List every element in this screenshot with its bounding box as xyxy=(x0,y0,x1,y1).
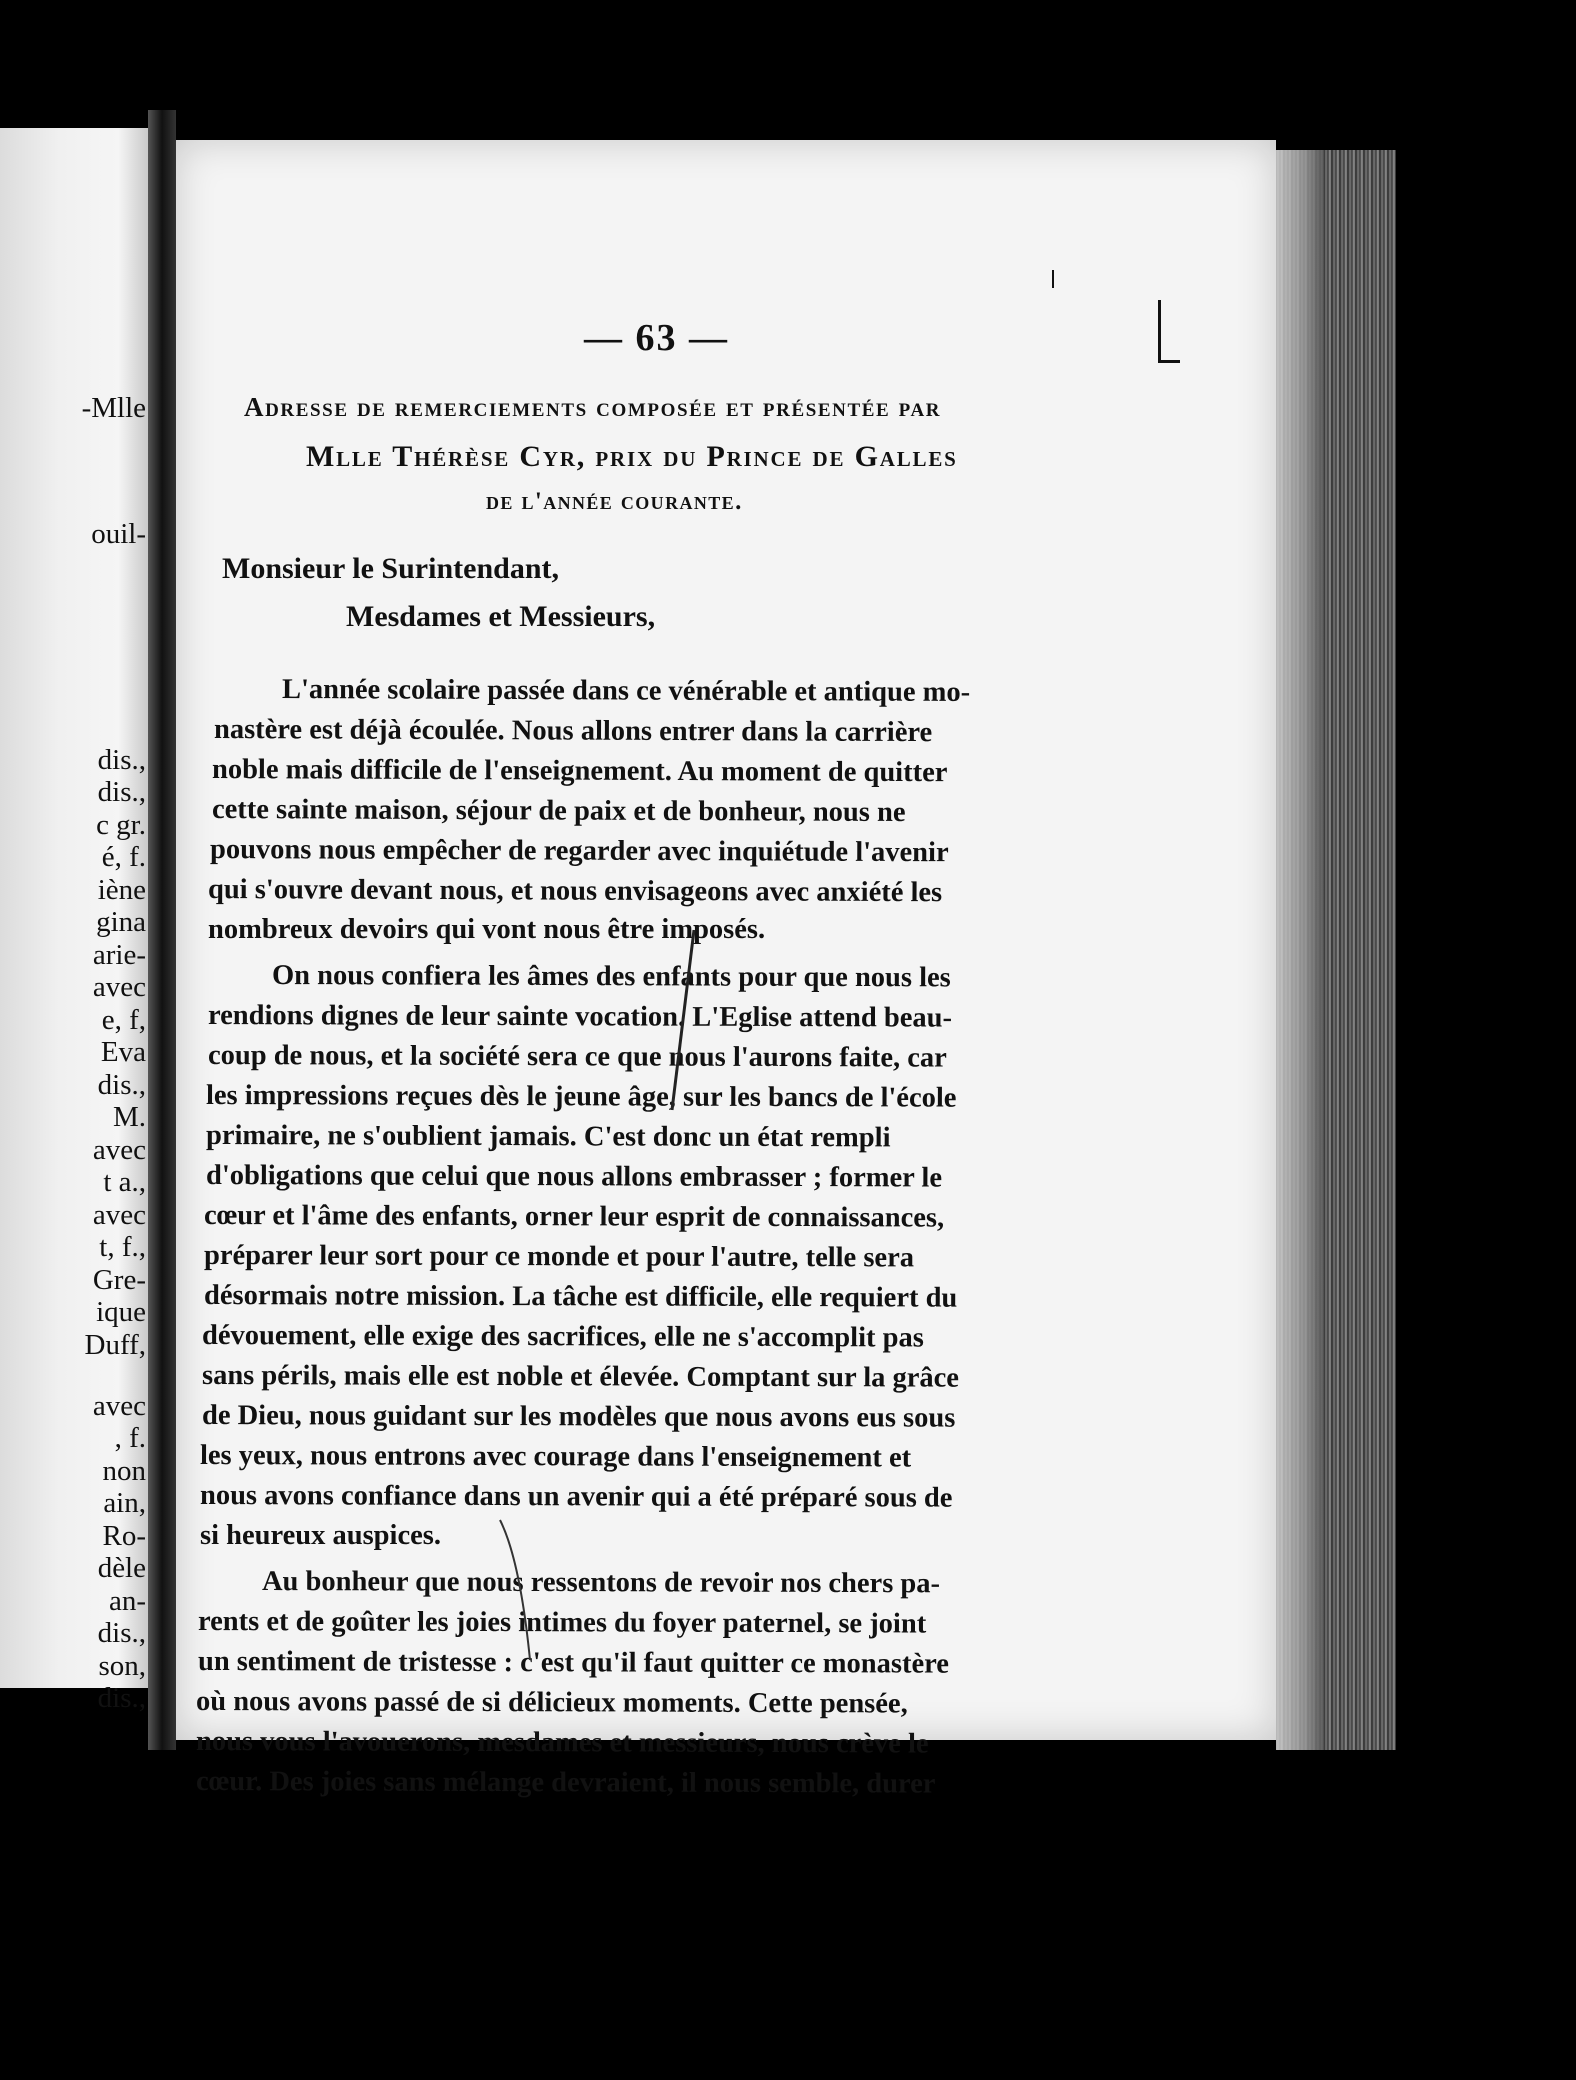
margin-fragment: avec xyxy=(92,971,146,1003)
margin-fragment: Duff, xyxy=(84,1329,146,1361)
margin-fragment: Ro- xyxy=(102,1520,146,1552)
paragraph-line: désormais notre mission. La tâche est difficile, elle requiert du xyxy=(203,1280,958,1314)
margin-fragment: iène xyxy=(97,874,146,906)
paragraph-line: cœur. Des joies sans mélange devraient, il nous semble, durer xyxy=(195,1766,936,1800)
margin-fragment: arie- xyxy=(92,939,146,971)
margin-fragment: é, f. xyxy=(101,841,146,873)
salutation-line: Monsieur le Surintendant, xyxy=(222,552,559,585)
paragraph-line: L'année scolaire passée dans ce vénérable et antique mo- xyxy=(281,674,971,709)
paragraph-line: les impressions reçues dès le jeune âge, sur les bancs de l'école xyxy=(205,1080,957,1114)
margin-fragment: -Mlle xyxy=(81,392,146,424)
salutation-line: Mesdames et Messieurs, xyxy=(346,600,656,633)
margin-fragment: dis., xyxy=(97,776,146,808)
margin-fragment: t a., xyxy=(103,1166,146,1198)
paragraph-line: noble mais difficile de l'enseignement. Au moment de quitter xyxy=(211,754,948,789)
paragraph-line: dévouement, elle exige des sacrifices, elle ne s'accomplit pas xyxy=(201,1320,924,1354)
margin-fragment: M. xyxy=(112,1101,146,1133)
margin-fragment: t, f., xyxy=(99,1231,146,1263)
paragraph-line: où nous avons passé de si délicieux moments. Cette pensée, xyxy=(195,1686,908,1720)
paragraph-line: nous avons confiance dans un avenir qui a été préparé sous de xyxy=(199,1480,953,1514)
paragraph-line: d'obligations que celui que nous allons embrasser ; former le xyxy=(205,1160,943,1194)
margin-fragment: , f. xyxy=(114,1422,146,1454)
page-number: — 63 — xyxy=(584,317,729,359)
paragraph-line: rents et de goûter les joies intimes du foyer paternel, se joint xyxy=(197,1606,927,1640)
paragraph-line: coup de nous, et la société sera ce que nous l'aurons faite, car xyxy=(207,1040,947,1074)
margin-fragment: avec xyxy=(92,1199,146,1231)
margin-fragment: e, f, xyxy=(101,1004,146,1036)
margin-fragment: c gr. xyxy=(96,809,146,841)
paragraph-line: primaire, ne s'oublient jamais. C'est donc un état rempli xyxy=(205,1120,891,1154)
paragraph-line: cette sainte maison, séjour de paix et de bonheur, nous ne xyxy=(211,794,906,829)
margin-fragment: non xyxy=(102,1455,146,1487)
paragraph-line: cœur et l'âme des enfants, orner leur esprit de connaissances, xyxy=(203,1200,945,1234)
margin-fragment: son, xyxy=(98,1650,146,1682)
margin-fragment: dis., xyxy=(97,1617,146,1649)
paragraph-line: les yeux, nous entrons avec courage dans l'enseignement et xyxy=(199,1440,912,1474)
heading-line: Mlle Thérèse Cyr, prix du Prince de Galles xyxy=(306,440,958,473)
margin-fragment: Gre- xyxy=(92,1264,146,1296)
margin-fragment: dèle xyxy=(97,1552,146,1584)
paragraph-line: On nous confiera les âmes des enfants pour que nous les xyxy=(271,960,951,994)
paragraph-line: rendions dignes de leur sainte vocation. L'Eglise attend beau- xyxy=(207,1000,953,1034)
margin-fragment: dis., xyxy=(97,744,146,776)
paragraph-line: pouvons nous empêcher de regarder avec inquiétude l'avenir xyxy=(209,834,949,869)
margin-fragment: ain, xyxy=(103,1487,146,1519)
paragraph-line: sans périls, mais elle est noble et élevée. Comptant sur la grâce xyxy=(201,1360,960,1394)
margin-fragment: dis., xyxy=(97,1069,146,1101)
paragraph-line: nastère est déjà écoulée. Nous allons entrer dans la carrière xyxy=(213,714,933,749)
margin-fragment: gina xyxy=(96,906,146,938)
heading-line: de l'année courante. xyxy=(486,488,743,515)
paragraph-line: préparer leur sort pour ce monde et pour l'autre, telle sera xyxy=(203,1240,915,1274)
margin-fragment: avec xyxy=(92,1390,146,1422)
paragraph-line: si heureux auspices. xyxy=(200,1520,441,1551)
paragraph-line: Au bonheur que nous ressentons de revoir nos chers pa- xyxy=(261,1566,941,1600)
paragraph-line: de Dieu, nous guidant sur les modèles que nous avons eus sous xyxy=(201,1400,956,1434)
paragraph-line: nous vous l'avouerons, mesdames et messieurs, nous crève le xyxy=(195,1726,929,1760)
margin-fragment: avec xyxy=(92,1134,146,1166)
paragraph-line: qui s'ouvre devant nous, et nous envisageons avec anxiété les xyxy=(207,874,943,909)
margin-fragment: an- xyxy=(108,1585,146,1617)
margin-fragment: ique xyxy=(96,1296,146,1328)
margin-fragment: Eva xyxy=(100,1036,146,1068)
paragraph-line: nombreux devoirs qui vont nous être imposés. xyxy=(208,914,766,945)
margin-fragment: ouil- xyxy=(91,518,146,550)
paragraph-line: un sentiment de tristesse : c'est qu'il faut quitter ce monastère xyxy=(197,1646,949,1680)
heading-line: Adresse de remerciements composée et présentée par xyxy=(244,392,942,422)
margin-fragment: dis., xyxy=(97,1682,146,1714)
